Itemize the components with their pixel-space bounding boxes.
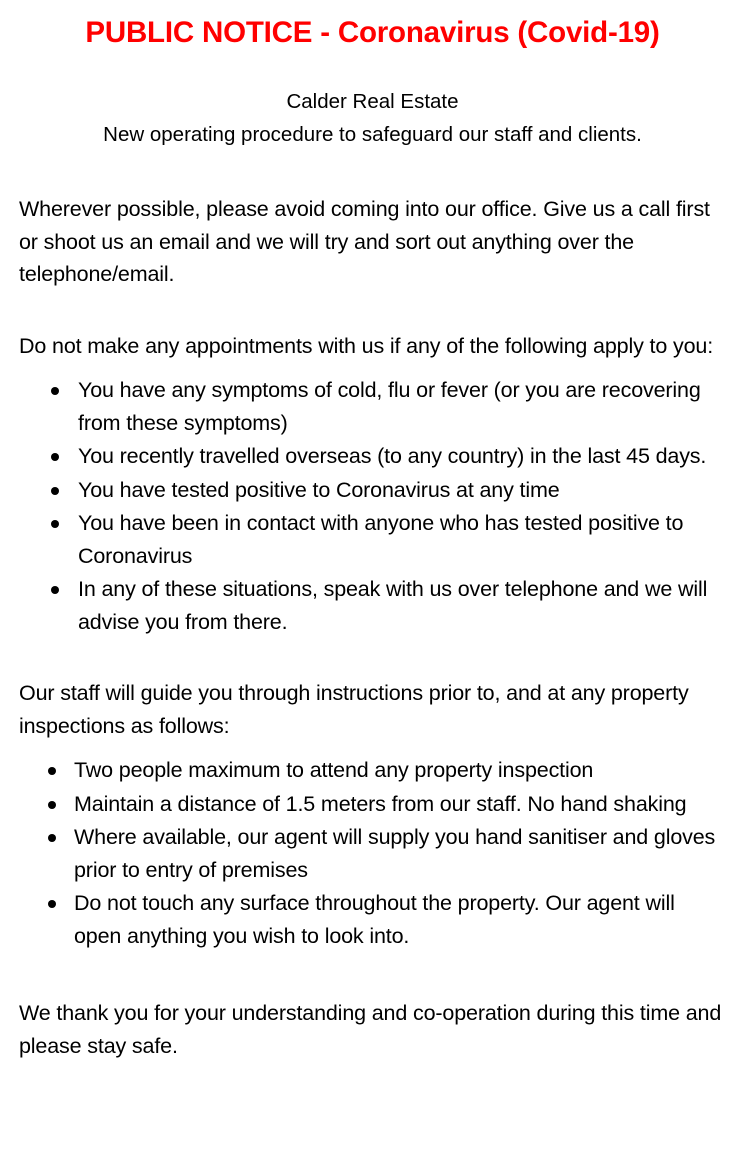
inspection-rules-list [19,754,726,952]
list-item: Where available, our agent will supply you hand sanitiser and gloves prior to entry of premises [19,821,726,886]
list-item: Maintain a distance of 1.5 meters from our staff. No hand shaking [19,788,726,821]
notice-title: PUBLIC NOTICE - Coronavirus (Covid-19) [85,16,660,49]
bullet-icon [51,520,59,528]
intro-paragraph: Wherever possible, please avoid coming into our office. Give us a call first or shoot us an email and we will try and sort out anything over the telephone/email. [19,197,710,286]
list-item: Two people maximum to attend any property inspection [19,754,726,787]
notice-subheading [19,85,726,151]
company-name: Calder Real Estate [286,90,459,113]
inspections-heading: Our staff will guide you through instructions prior to, and at any property inspections as follows: [19,681,689,738]
bullet-icon [51,487,59,495]
list-item: You recently travelled overseas (to any country) in the last 45 days. [19,440,726,473]
bullet-icon [48,900,56,908]
list-item: In any of these situations, speak with us over telephone and we will advise you from there. [19,573,726,638]
list-item: You have been in contact with anyone who has tested positive to Coronavirus [19,507,726,572]
appointment-conditions-list [19,374,726,638]
bullet-icon [48,801,56,809]
bullet-icon [48,834,56,842]
appointments-heading: Do not make any appointments with us if any of the following apply to you: [19,333,714,358]
bullet-icon [48,767,56,775]
list-item: Do not touch any surface throughout the property. Our agent will open anything you wish to look into. [19,887,726,952]
bullet-icon [51,586,59,594]
bullet-icon [51,453,59,461]
list-item: You have tested positive to Coronavirus at any time [19,474,726,507]
list-item: You have any symptoms of cold, flu or fever (or you are recovering from these symptoms) [19,374,726,439]
bullet-icon [51,387,59,395]
notice-tagline: New operating procedure to safeguard our staff and clients. [103,123,642,146]
closing-paragraph: We thank you for your understanding and co-operation during this time and please stay safe. [19,1001,722,1058]
